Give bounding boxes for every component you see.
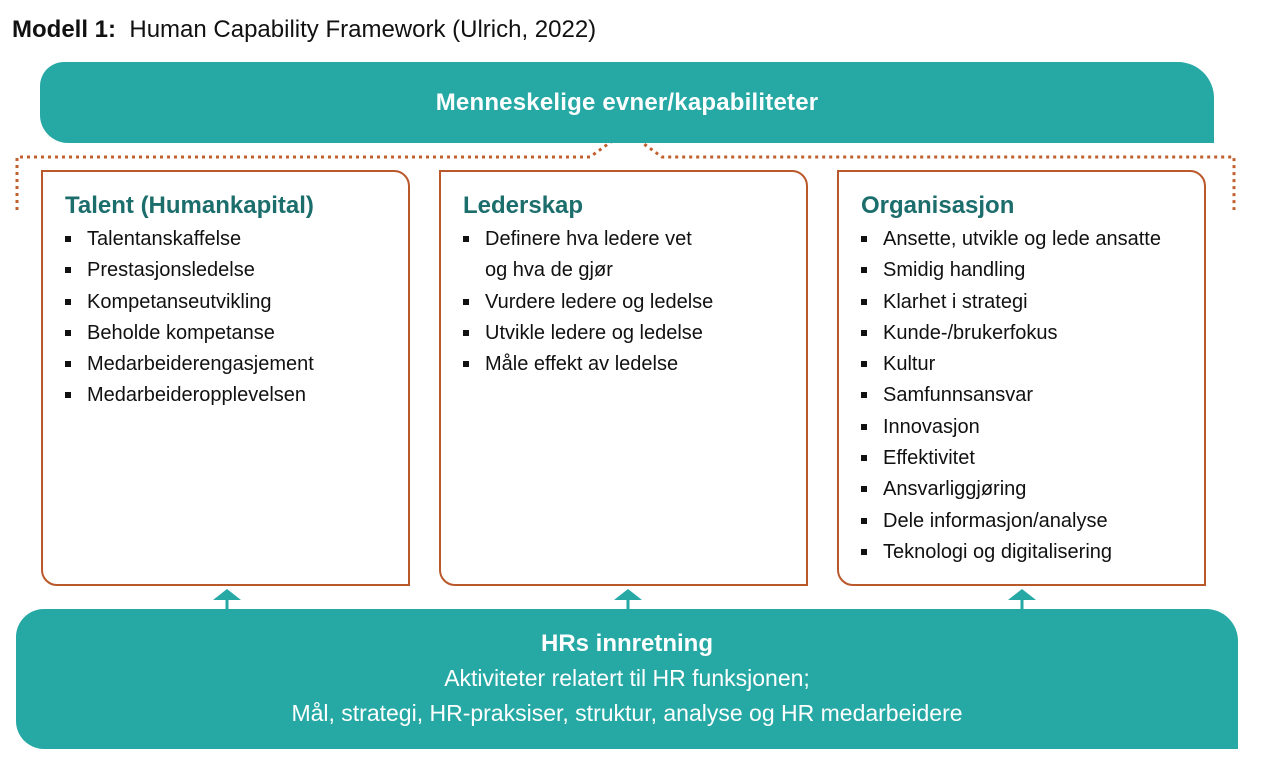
hr-alignment-line-2: Mål, strategi, HR-praksiser, struktur, analyse og HR medarbeidere bbox=[291, 700, 963, 726]
list-item-text: Talentanskaffelse bbox=[87, 228, 242, 250]
bullet-icon bbox=[861, 518, 867, 524]
list-item-text: Medarbeiderengasjement bbox=[87, 353, 314, 376]
bullet-icon bbox=[861, 392, 867, 398]
list-item-text: Kultur bbox=[883, 353, 936, 376]
bullet-icon bbox=[65, 267, 71, 273]
bullet-icon bbox=[861, 424, 867, 430]
lederskap-box bbox=[439, 170, 808, 586]
bullet-icon bbox=[65, 361, 71, 367]
lederskap-list bbox=[463, 224, 806, 380]
list-item-text: Dele informasjon/analyse bbox=[883, 509, 1108, 532]
list-item bbox=[861, 287, 1204, 318]
list-item bbox=[861, 349, 1204, 380]
list-item-text: Ansette, utvikle og lede ansatte bbox=[883, 228, 1161, 250]
bullet-icon bbox=[861, 267, 867, 273]
list-item-text: Innovasjon bbox=[883, 415, 980, 438]
list-item-text: Samfunnsansvar bbox=[883, 384, 1034, 407]
list-item bbox=[861, 443, 1204, 474]
list-item-text: Ansvarliggjøring bbox=[883, 478, 1027, 501]
organisasjon-box bbox=[837, 170, 1206, 586]
list-item bbox=[463, 287, 806, 318]
list-item-text: Kunde-/brukerfokus bbox=[883, 321, 1058, 344]
list-item bbox=[861, 380, 1204, 411]
list-item-text: Beholde kompetanse bbox=[87, 321, 275, 344]
bullet-icon bbox=[65, 392, 71, 398]
list-item bbox=[65, 318, 408, 349]
bullet-icon bbox=[463, 330, 469, 336]
list-item bbox=[65, 349, 408, 380]
list-item bbox=[861, 537, 1204, 568]
list-item-text: Effektivitet bbox=[883, 447, 975, 470]
talent-heading: Talent (Humankapital) bbox=[65, 192, 314, 219]
capabilities-banner-text: Menneskelige evner/kapabiliteter bbox=[435, 88, 819, 116]
bullet-icon bbox=[861, 330, 867, 336]
lederskap-heading: Lederskap bbox=[463, 192, 584, 219]
organisasjon-list bbox=[861, 224, 1204, 568]
bullet-icon bbox=[65, 330, 71, 336]
talent-box bbox=[41, 170, 410, 586]
bullet-icon bbox=[463, 361, 469, 367]
list-item bbox=[65, 380, 408, 411]
bullet-icon bbox=[861, 455, 867, 461]
list-item bbox=[861, 255, 1204, 286]
organisasjon-heading: Organisasjon bbox=[861, 192, 1015, 219]
bullet-icon bbox=[463, 236, 469, 242]
bullet-icon bbox=[65, 299, 71, 305]
list-item-text: Kompetanseutvikling bbox=[87, 290, 272, 313]
list-item bbox=[463, 318, 806, 349]
list-item bbox=[861, 474, 1204, 505]
list-item bbox=[861, 412, 1204, 443]
hr-alignment-line-1: Aktiviteter relatert til HR funksjonen; bbox=[444, 665, 810, 691]
list-item bbox=[65, 224, 408, 255]
talent-list bbox=[65, 224, 408, 412]
bullet-icon bbox=[463, 299, 469, 305]
figure-caption: Human Capability Framework (Ulrich, 2022) bbox=[129, 16, 597, 43]
bullet-icon bbox=[861, 299, 867, 305]
list-item-text: Vurdere ledere og ledelse bbox=[485, 290, 714, 313]
capabilities-banner bbox=[40, 62, 1214, 143]
list-item-text: Prestasjonsledelse bbox=[87, 259, 255, 282]
list-item bbox=[861, 224, 1204, 255]
list-item-text: Teknologi og digitalisering bbox=[883, 540, 1113, 563]
list-item-text: Måle effekt av ledelse bbox=[485, 353, 679, 376]
bullet-icon bbox=[861, 236, 867, 242]
arrow-up-organisasjon bbox=[1008, 589, 1036, 609]
bullet-icon bbox=[861, 361, 867, 367]
list-item bbox=[463, 349, 806, 380]
list-item-text: Medarbeideropplevelsen bbox=[87, 384, 307, 407]
bullet-icon bbox=[861, 549, 867, 555]
arrow-up-talent bbox=[213, 589, 241, 609]
list-item-text: Smidig handling bbox=[883, 259, 1026, 282]
list-item-text: Utvikle ledere og ledelse bbox=[485, 321, 703, 344]
hr-alignment-title: HRs innretning bbox=[541, 630, 713, 657]
bullet-icon bbox=[861, 486, 867, 492]
list-item bbox=[463, 224, 708, 287]
figure-label: Modell 1: bbox=[12, 16, 117, 43]
arrow-up-lederskap bbox=[614, 589, 642, 609]
hr-alignment-banner bbox=[16, 609, 1238, 749]
list-item bbox=[861, 506, 1204, 537]
list-item-text: Klarhet i strategi bbox=[883, 290, 1028, 313]
list-item bbox=[861, 318, 1204, 349]
bullet-icon bbox=[65, 236, 71, 242]
list-item bbox=[65, 255, 408, 286]
list-item bbox=[65, 287, 408, 318]
list-item-text: Definere hva ledere vet og hva de gjør bbox=[485, 228, 692, 282]
